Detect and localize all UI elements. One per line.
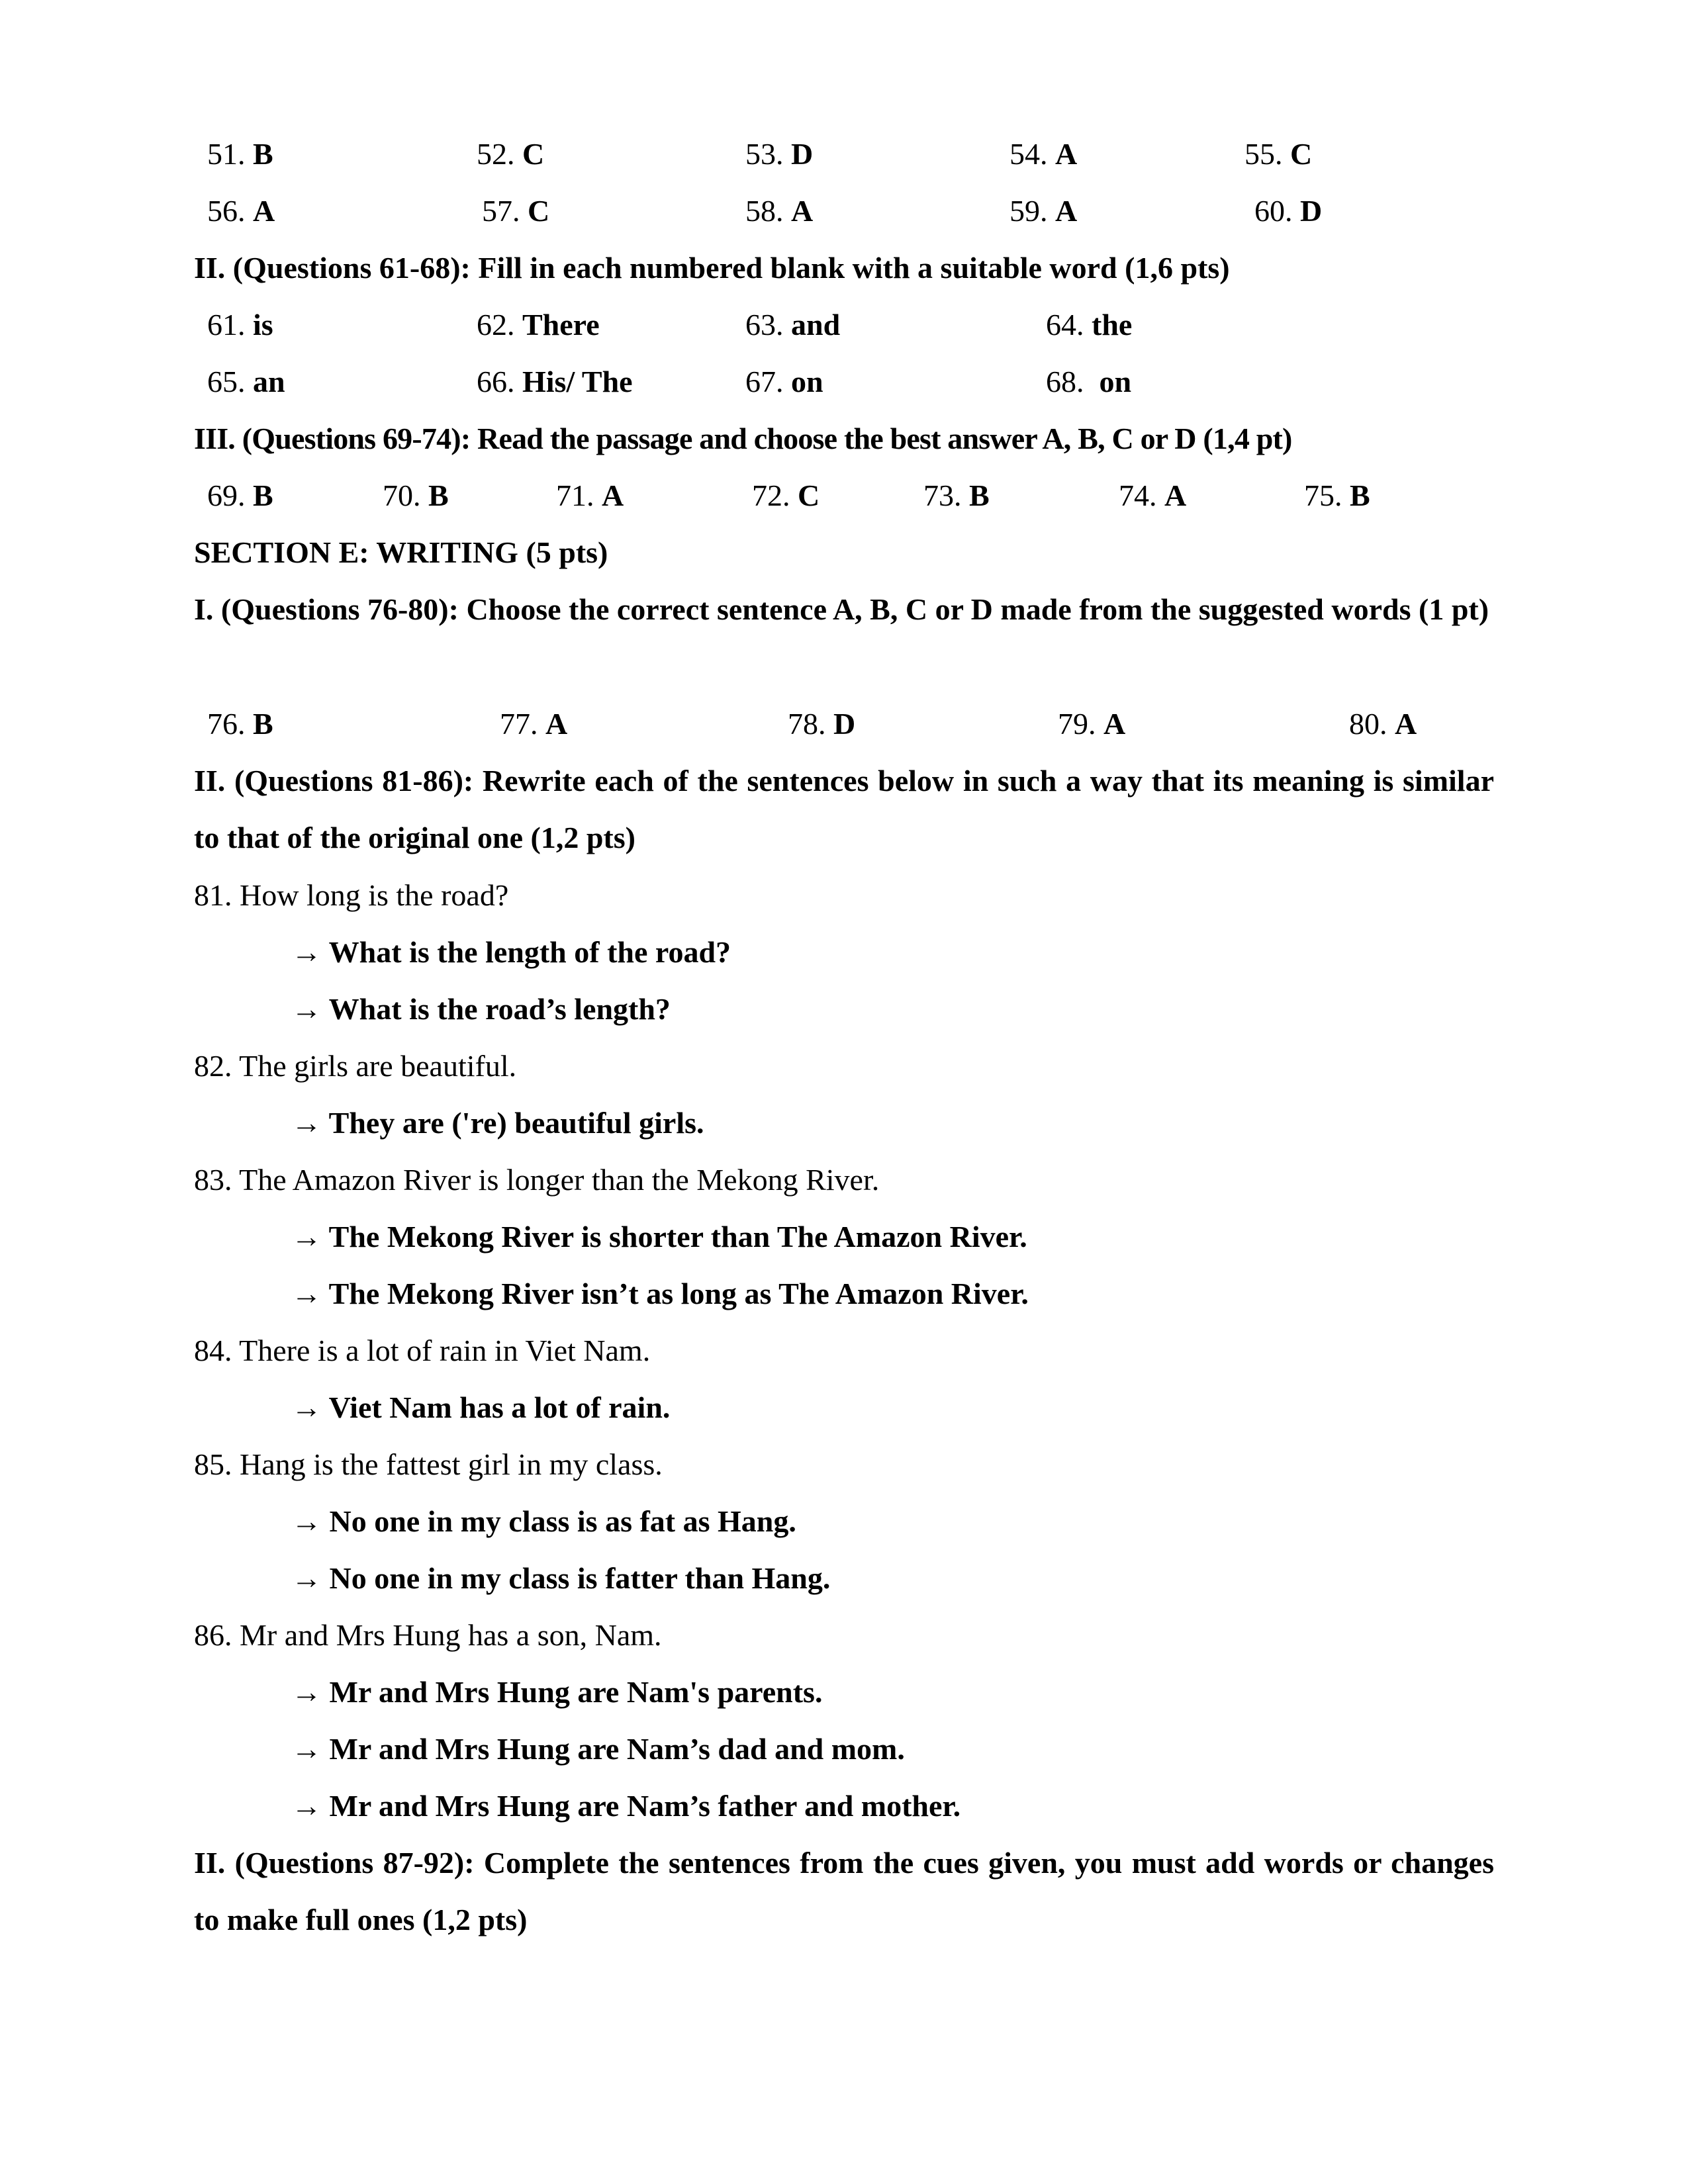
answer-item: 63. and [745,308,841,341]
question-83-prompt: 83. The Amazon River is longer than the Mekong River. [194,1163,880,1197]
question-85-answer-1: → No one in my class is as fat as Hang. [291,1504,796,1538]
answer-item: 77. A [500,707,568,741]
question-81-answer-1: → What is the length of the road? [291,935,731,969]
answer-item: 76. B [207,707,273,741]
answer-row-69-75 [0,476,1688,516]
answer-item: 68. on [1046,365,1132,398]
question-83-answer-1: → The Mekong River is shorter than The Amazon River. [291,1220,1027,1253]
question-86-answer-2: → Mr and Mrs Hung are Nam’s dad and mom. [291,1732,905,1766]
answer-item: 71. A [556,478,624,512]
answer-item: 64. the [1046,308,1133,341]
answer-item: 57. C [482,194,550,228]
answer-item: 74. A [1119,478,1187,512]
question-81-answer-2: → What is the road’s length? [291,992,671,1026]
question-86-answer-1: → Mr and Mrs Hung are Nam's parents. [291,1675,823,1709]
question-82-prompt: 82. The girls are beautiful. [194,1049,517,1083]
questions-87-92-heading: II. (Questions 87-92): Complete the sentences from the cues given, you must add words or changes to make full ones (1,2 pts) [194,1846,1494,1936]
section-e-title: SECTION E: WRITING (5 pts) [194,535,608,569]
question-85-answer-2: → No one in my class is fatter than Hang. [291,1561,831,1595]
answer-item: 51. B [207,137,273,171]
question-86-answer-3: → Mr and Mrs Hung are Nam’s father and mother. [291,1789,961,1823]
questions-81-86-heading: II. (Questions 81-86): Rewrite each of the sentences below in such a way that its meaning is similar to that of the original one (1,2 pts) [194,764,1494,854]
question-84-answer-1: → Viet Nam has a lot of rain. [291,1390,671,1424]
answer-item: 53. D [745,137,814,171]
answer-item: 78. D [788,707,856,741]
answer-item: 67. on [745,365,823,398]
answer-item: 62. There [477,308,600,341]
answer-item: 54. A [1009,137,1078,171]
questions-69-74-heading: III. (Questions 69-74): Read the passage and choose the best answer A, B, C or D (1,4 pt) [194,422,1292,455]
answer-item: 73. B [923,478,990,512]
answer-row-76-80 [0,704,1688,744]
question-82-answer-1: → They are ('re) beautiful girls. [291,1106,704,1140]
answer-row-65-68 [0,362,1688,402]
questions-76-80-heading: I. (Questions 76-80): Choose the correct sentence A, B, C or D made from the suggested words (1 pt) [194,592,1489,626]
answer-item: 75. B [1304,478,1370,512]
question-85-prompt: 85. Hang is the fattest girl in my class. [194,1447,663,1481]
answer-item: 70. B [383,478,449,512]
answer-row-56-60 [0,191,1688,231]
answer-row-61-64 [0,305,1688,345]
question-81-prompt: 81. How long is the road? [194,878,509,912]
question-86-prompt: 86. Mr and Mrs Hung has a son, Nam. [194,1618,662,1652]
answer-item: 66. His/ The [477,365,633,398]
question-83-answer-2: → The Mekong River isn’t as long as The Amazon River. [291,1277,1029,1310]
answer-item: 52. C [477,137,545,171]
answer-item: 60. D [1254,194,1323,228]
answer-row-51-55 [0,134,1688,174]
answer-item: 72. C [752,478,820,512]
answer-item: 56. A [207,194,275,228]
answer-item: 79. A [1058,707,1126,741]
answer-item: 80. A [1349,707,1417,741]
answer-item: 55. C [1244,137,1313,171]
question-84-prompt: 84. There is a lot of rain in Viet Nam. [194,1334,651,1367]
answer-item: 59. A [1009,194,1078,228]
answer-item: 58. A [745,194,814,228]
answer-item: 65. an [207,365,285,398]
answer-item: 61. is [207,308,273,341]
answer-item: 69. B [207,478,273,512]
questions-61-68-heading: II. (Questions 61-68): Fill in each numbered blank with a suitable word (1,6 pts) [194,251,1230,285]
